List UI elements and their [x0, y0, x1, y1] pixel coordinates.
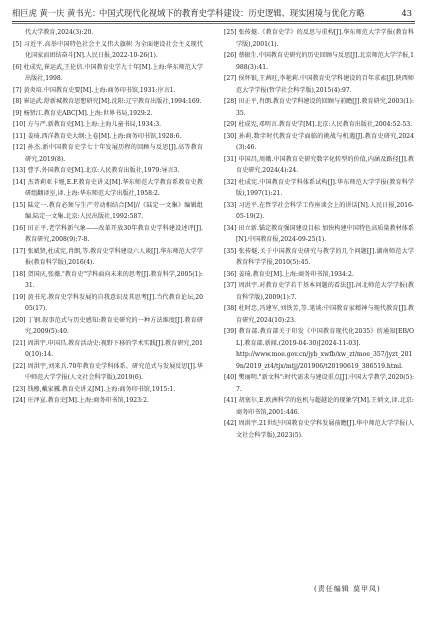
- page-number: 43: [401, 8, 412, 18]
- reference-item: [40] 樊丽明."新文科":时代需求与建设重点[J].中国大学教学,2020(5):7.: [224, 374, 414, 393]
- reference-item: [32] 杜成宪.中国教育史学科体系试构[J].华东师范大学学报(教育科学版),1997(1):21.: [224, 178, 414, 197]
- reference-item: [8] 崔运武.舒新城教育思想研究[M].沈阳:辽宁教育出版社,1994:169.: [13, 98, 202, 105]
- reference-item: [37] 周洪宇.对教育史学若干基本问题的看法[J].河北师范大学学报(教育科学版),2009(1):7.: [224, 282, 414, 301]
- reference-item: [33] 习近平.在哲学社会科学工作座谈会上的讲话[N].人民日报,2016-05-19(2).: [224, 201, 414, 220]
- reference-item: http://www.moe.gov.cn/jyb_xwfb/xw_zt/moe_357/jyzt_2019n/2019_zt4/tjx/mtjj/201906/t20190619_386519.html.: [236, 351, 413, 370]
- reference-item: [34] 田立新.锚定教育强国建设目标 加快构建中国特色高质量教材体系[N].中国教育报,2024-09-25(1).: [224, 224, 414, 243]
- reference-item: [38] 杜时忠,冯建军,刘铁芳,等.笔谈:中国教育家精神与现代教育[J].教育研究,2024(10):23.: [224, 305, 414, 324]
- reference-item: [41] 胡塞尔,E.欧洲科学的危机与超越论的现象学[M].王炳文,译.北京:商务印书馆,2001:446.: [224, 397, 414, 416]
- reference-item: [15] 陆定一.教育必须与生产劳动相结合[M]//《陆定一文集》编辑组编.陆定一文集.北京:人民出版社,1992:587.: [13, 201, 203, 220]
- reference-item: [31] 申国昌,周娥.中国教育史研究数字化转型的价值,内涵及路径[J].教育史研究,2024(4):24.: [224, 155, 414, 174]
- reference-item: [42] 周洪宇.21世纪中国教育史学科发展前瞻[J].华中师范大学学报(人文社会科学版),2023(5).: [224, 420, 414, 439]
- reference-item: [21] 周洪宇.申国昌.教育活动史:视野下移的学术实践[J].教育研究,2010(10):14.: [13, 339, 203, 358]
- reference-item: [26] 蔡振生.中国教育史研究的历史回顾与反思[J].北京师范大学学报,1988(3):41.: [224, 52, 414, 71]
- reference-item: [7] 黄炎培.中国教育史要[M].上海:商务印书馆,1931:序言1.: [13, 86, 176, 94]
- reference-item: [24] 庄泽宣.教育史[M].上海:商务印书馆,1923:2.: [13, 397, 149, 404]
- reference-item: 代大学教育,2024(3):20.: [25, 29, 94, 36]
- reference-item: [20] 丁钢.叙事范式与历史感知:教育史研究的一种方法维度[J].教育研究,2009(5):40.: [13, 316, 203, 335]
- reference-item: [22] 周洪宇,刘来兵.70年教育史学科体系、研究范式与发展反思[J].华中师范大学学报(人文社会科学版),2019(6).: [13, 362, 203, 381]
- reference-item: [6] 杜成宪,崔运武,王伦信.中国教育史学九十年[M].上海:华东师范大学出版社,1998.: [13, 63, 203, 82]
- reference-item: [11] 姜琦.西洋教育史大纲:上卷[M].上海:商务印书馆,1928:6.: [13, 132, 182, 140]
- reference-item: [16] 田正平.老学科新气象——改革开放30年教育史学科建设述评[J].教育研究,2008(9):7-8.: [13, 224, 203, 243]
- header-rule: [12, 21, 415, 22]
- references-left-column: [13, 27, 203, 407]
- reference-item: [14] 杰普莉亚卡娅,E.F.教育史讲义[M].华东师范大学教育系教育史教研组翻译室,译.上海:华东师范大学出版社,1958:2.: [13, 178, 203, 197]
- reference-item: [19] 黄书光.教育史学科发展的自我意识及其思考[J].当代教育论坛,2005(17).: [13, 293, 203, 312]
- reference-item: [18] 贺国庆,张薇."教育史"学科面向未来的思考[J].教育科学,2005(1):31.: [13, 270, 203, 289]
- reference-item: [13] 曹孚.外国教育史[M].北京:人民教育出版社,1979:导言3.: [13, 167, 180, 174]
- header-title: 中国式现代化视域下的教育史学科建设：历史逻辑、现实困境与优化方略: [99, 8, 365, 18]
- reference-item: [23] 钱穆,戴家骥.教育史讲义[M].上海:商务印书馆,1915:1.: [13, 385, 176, 393]
- reference-item: [27] 侯怀银,王茜旺,李艳莉.中国教育史学科建设的百年求索[J].陕西师范大学学报(哲学社会科学版),2015(4):97.: [224, 75, 414, 94]
- running-header: [12, 6, 412, 20]
- reference-item: [10] 方与严.新教育史[M].上海:上海儿童书局,1934:3.: [13, 121, 162, 128]
- reference-item: [28] 田正平,肖朗.教育史学科建设的回顾与前瞻[J].教育研究,2003(1):35.: [224, 98, 414, 117]
- responsible-editor: (责任编辑 莫甲凤): [314, 585, 381, 593]
- reference-item: [12] 孙杰.新中国教育史学七十年发展历程的回顾与反思[J].高等教育研究,2019(8).: [13, 144, 203, 163]
- reference-item: [30] 孙莉.数字时代教育史学面临的挑战与机遇[J].教育史研究,2024(3):46.: [224, 132, 414, 151]
- reference-item: [17] 张斌贤,杜成宪,肖朗,等.教育史学科建设六人谈[J].华东师范大学学报(教育科学版),2016(4).: [13, 247, 203, 266]
- reference-item: [36] 姜琦.教育史[M].上海:商务印书馆,1934:2.: [224, 270, 354, 278]
- reference-item: [5] 习近平.高举中国特色社会主义伟大旗帜 为全面建设社会主义现代化国家而团结奋斗[N].人民日报,2022-10-26(1).: [13, 40, 203, 59]
- reference-item: [35] 张传燧.关于中国教育史研究与教学的几个问题[J].湖南师范大学教育科学学报,2010(5):45.: [224, 247, 414, 266]
- references-right-column: [224, 27, 414, 441]
- reference-item: [25] 张传燧.《教育史学》的反思与重构[J].华东师范大学学报(教育科学版),2001(1).: [224, 29, 414, 48]
- header-rule-thin: [12, 23, 415, 24]
- reference-item: [39] 教育部.教育部关于印发《中国教育现代化2035》的通知[EB/OL].教育部.新闻.(2019-04-30)[2024-11-03].: [224, 328, 414, 347]
- reference-item: [29] 杜成宪,邓明言.教育史学[M].北京:人民教育出版社,2004:52-53.: [224, 121, 413, 128]
- reference-item: [9] 杨贤江.教育史ABC[M].上海:世界书局,1929:2.: [13, 109, 153, 117]
- header-authors: 相巨虎 黄一庆 黄书光：: [12, 8, 101, 18]
